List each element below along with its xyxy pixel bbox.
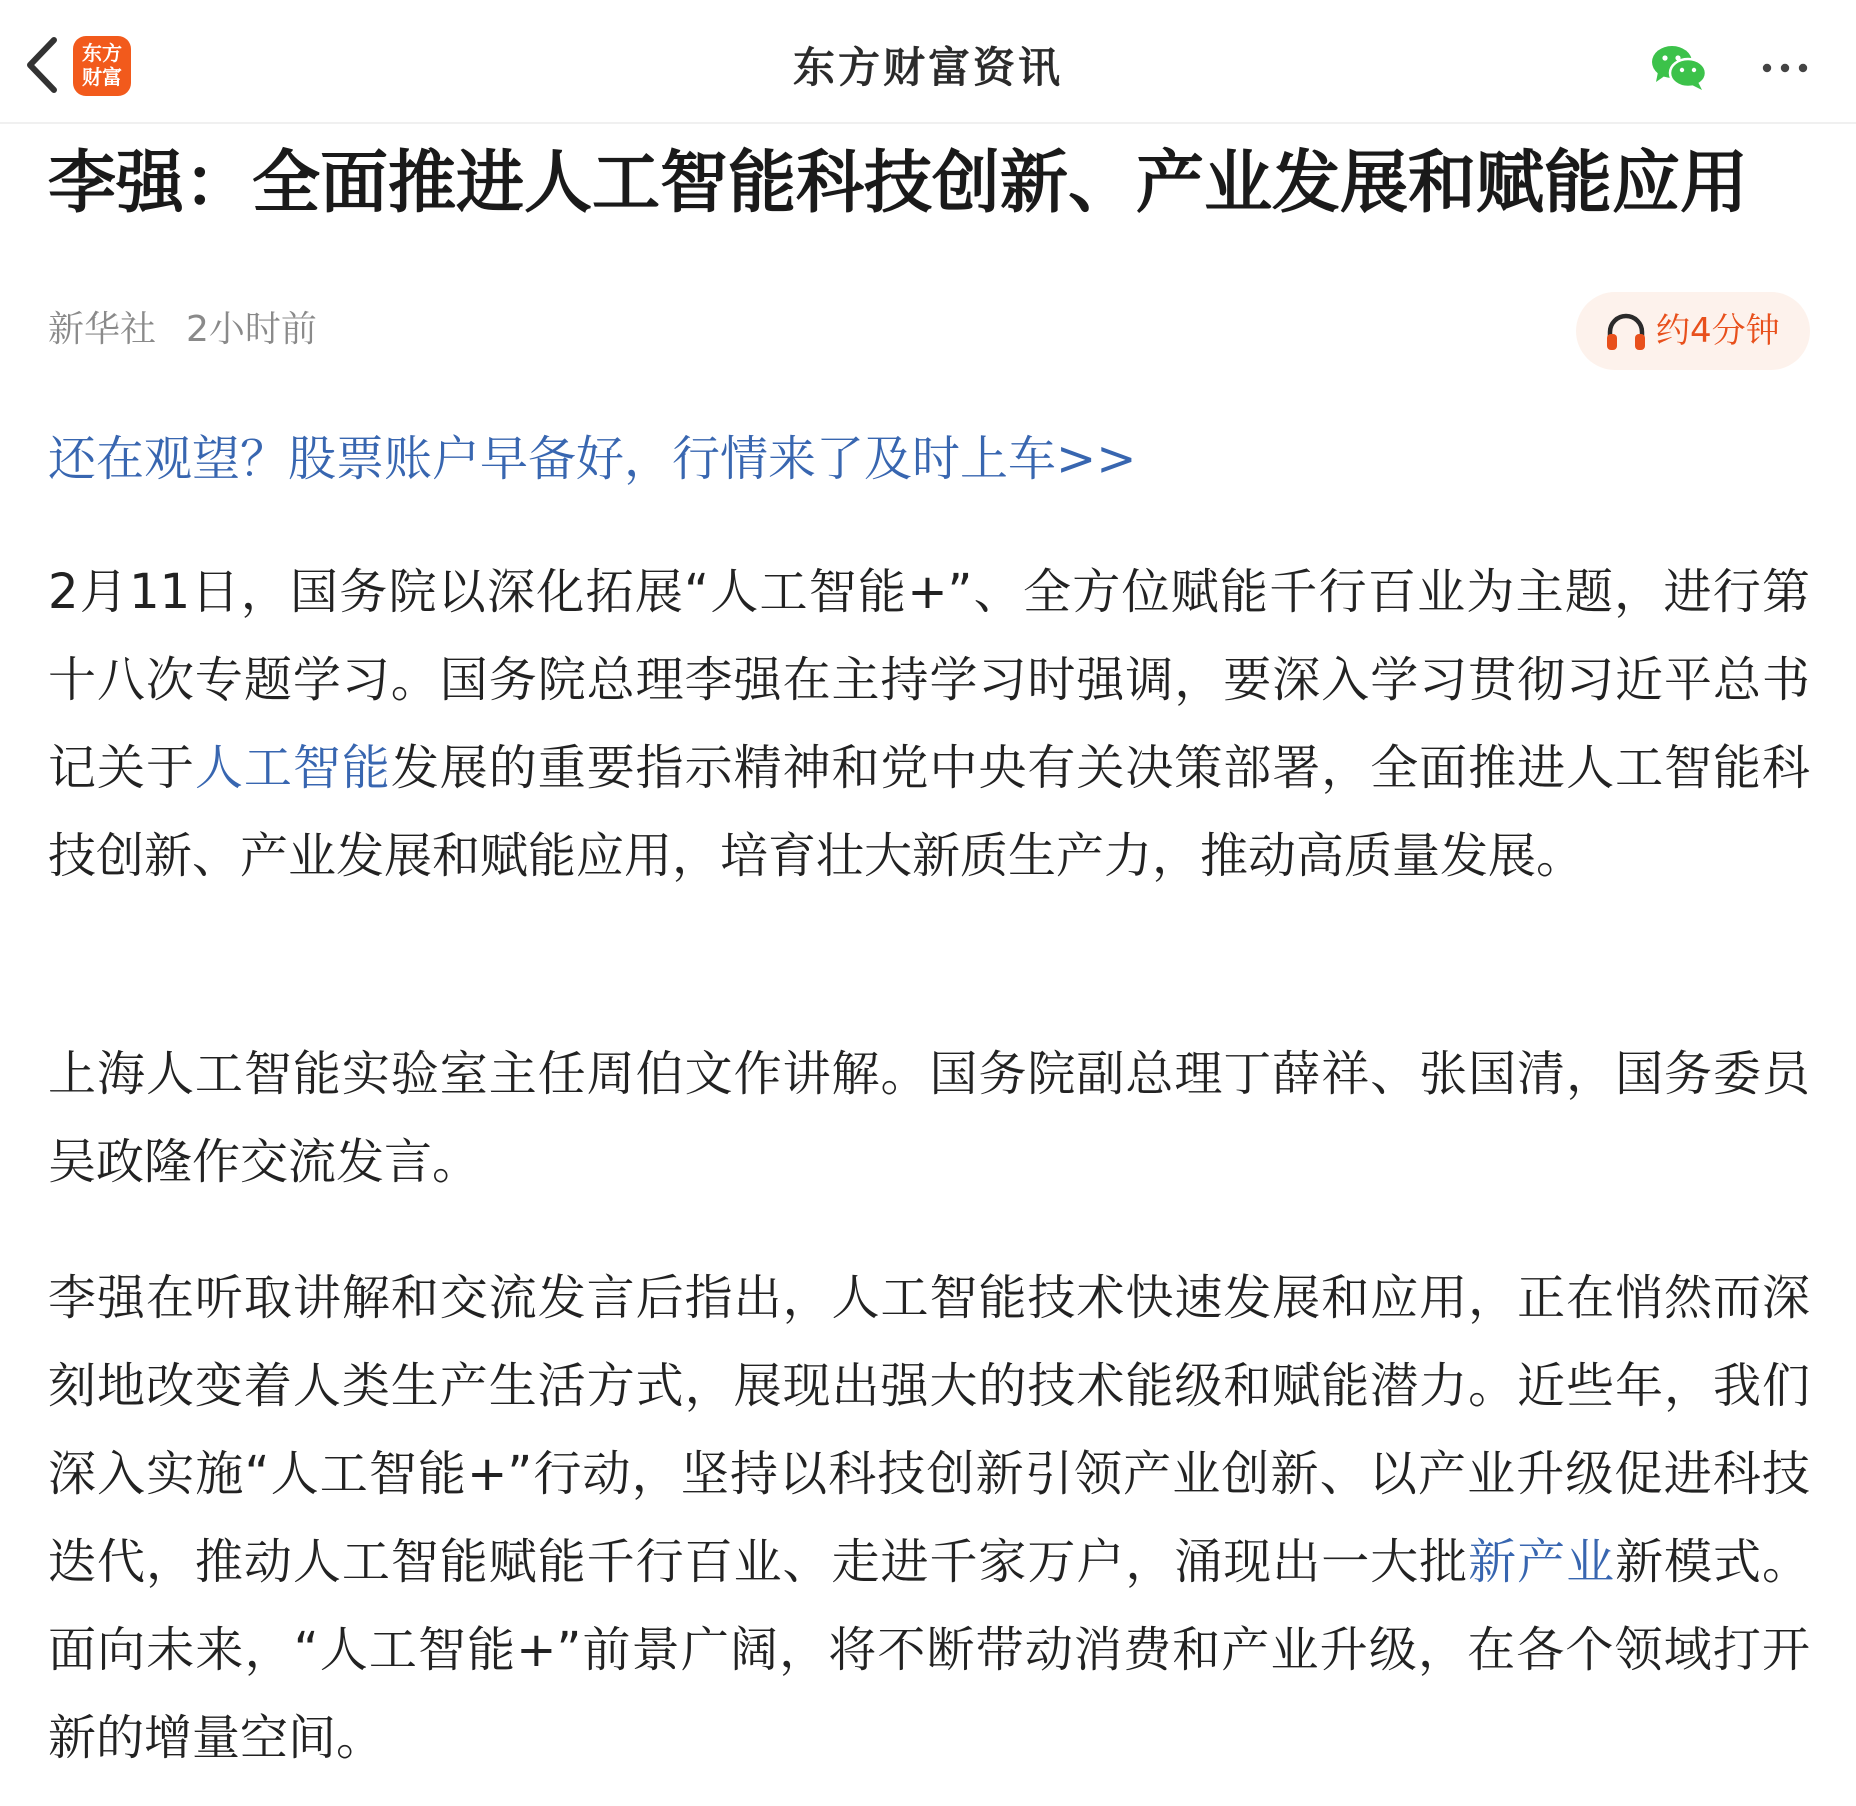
logo-line-2: 财富: [82, 65, 122, 89]
paragraph-text: 2月11日，国务院以深化拓展“人工智能+”、全方位赋能千行百业为主题，进行第十八次专题学习。国务院总理李强在主持学习时强调，要深入学习贯彻习近平总书记关于: [48, 564, 1810, 796]
article-meta: [48, 300, 317, 360]
article-paragraph-1: [48, 548, 1810, 900]
article-paragraph-2: 上海人工智能实验室主任周伯文作讲解。国务院副总理丁薛祥、张国清，国务委员吴政隆作交流发言。: [48, 1046, 1810, 1190]
promo-link[interactable]: 还在观望？股票账户早备好，行情来了及时上车>>: [48, 431, 1137, 487]
article-headline: 李强：全面推进人工智能科技创新、产业发展和赋能应用: [48, 144, 1749, 223]
paragraph-text: 新模式。面向未来，“人工智能+”前景广阔，将不断带动消费和产业升级，在各个领域打开新的增量空间。: [48, 1534, 1810, 1766]
audio-duration-label: 约4分钟: [1656, 311, 1780, 351]
listen-audio-button[interactable]: [1576, 292, 1810, 370]
app-title: 东方财富资讯: [792, 43, 1063, 92]
keyword-link-ai[interactable]: 人工智能: [194, 740, 391, 796]
more-dots-icon: [1758, 50, 1812, 86]
article-source: 新华社: [48, 309, 157, 350]
keyword-link-new-industry[interactable]: 新产业: [1468, 1534, 1616, 1590]
logo-line-1: 东方: [82, 41, 122, 65]
headphones-icon: [1604, 310, 1648, 352]
chevron-left-icon: [14, 30, 74, 100]
more-options-button[interactable]: [1758, 50, 1812, 86]
wechat-icon: [1650, 44, 1708, 92]
article-paragraph-3: [48, 1254, 1810, 1782]
back-button[interactable]: [14, 30, 74, 100]
app-logo: [73, 36, 131, 96]
article-time: 2小时前: [186, 309, 317, 350]
top-navigation-bar: [0, 0, 1856, 124]
wechat-share-button[interactable]: [1650, 44, 1708, 92]
paragraph-text: 李强在听取讲解和交流发言后指出，人工智能技术快速发展和应用，正在悄然而深刻地改变着人类生产生活方式，展现出强大的技术能级和赋能潜力。近些年，我们深入实施“人工智能+”行动，坚持以科技创新引领产业创新、以产业升级促进科技迭代，推动人工智能赋能千行百业、走进千家万户，涌现出一大批: [48, 1270, 1810, 1590]
paragraph-text: 发展的重要指示精神和党中央有关决策部署，全面推进人工智能科技创新、产业发展和赋能应用，培育壮大新质生产力，推动高质量发展。: [48, 740, 1810, 884]
